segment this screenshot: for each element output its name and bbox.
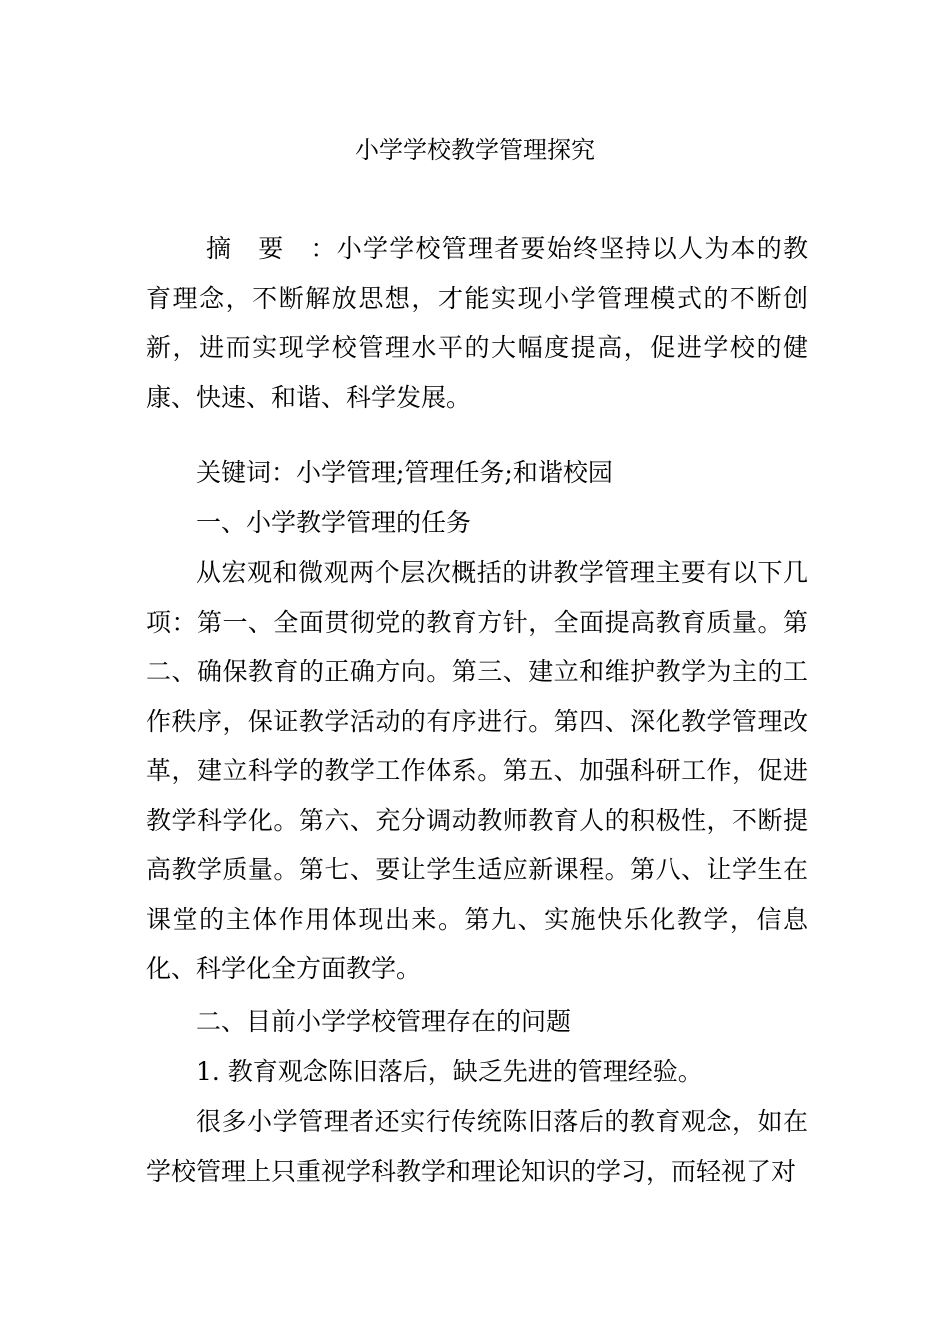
abstract-label: 摘要 [206,234,311,263]
subsection-paragraph-1: 很多小学管理者还实行传统陈旧落后的教育观念，如在学校管理上只重视学科教学和理论知识的学习，而轻视了对 [146,1107,808,1186]
section-paragraph-1: 从宏观和微观两个层次概括的讲教学管理主要有以下几项：第一、全面贯彻党的教育方针，全面提高教育质量。第二、确保教育的正确方向。第三、建立和维护教学为主的工作秩序，保证教学活动的有序进行。第四、深化教学管理改革，建立科学的教学工作体系。第五、加强科研工作，促进教学科学化。第六、充分调动教师教育人的积极性，不断提高教学质量。第七、要让学生适应新课程。第八、让学生在课堂的主体作用体现出来。第九、实施快乐化教学，信息化、科学化全方面教学。 [146,558,808,983]
section-heading-1: 一、小学教学管理的任务 [196,508,472,537]
abstract-colon: ： [310,234,337,263]
abstract-text: 小学学校管理者要始终坚持以人为本的教育理念，不断解放思想，才能实现小学管理模式的不断创新，进而实现学校管理水平的大幅度提高，促进学校的健康、快速、和谐、科学发展。 [146,234,808,412]
keywords-line: 关键词：小学管理;管理任务;和谐校园 [196,458,613,487]
abstract-paragraph [146,224,808,422]
subsection-heading-1: 1. 教育观念陈旧落后，缺乏先进的管理经验。 [196,1057,703,1086]
section-heading-2: 二、目前小学学校管理存在的问题 [196,1007,572,1036]
document-title: 小学学校教学管理探究 [355,136,595,164]
